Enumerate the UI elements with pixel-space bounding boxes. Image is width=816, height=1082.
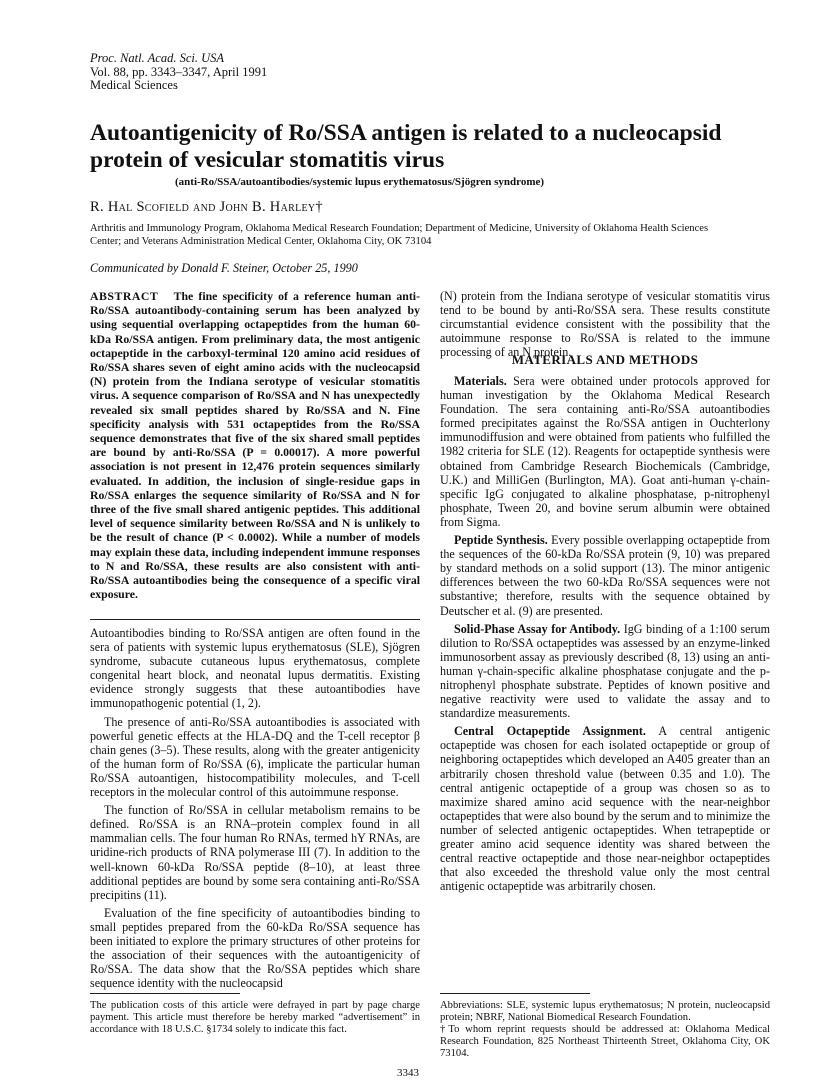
- paragraph-heading: Central Octapeptide Assignment.: [454, 724, 646, 739]
- methods-paragraph: [440, 724, 770, 893]
- methods-paragraph: [440, 374, 770, 529]
- abstract-continued: (N) protein from the Indiana serotype of vesicular stomatitis virus tend to be bound by anti-Ro/SSA sera. These results constitute circumstantial evidence consistent with the possibility that the autoimmune response to Ro/SSA is related to the immune processing of an N protein.: [440, 289, 770, 360]
- paragraph-heading: Solid-Phase Assay for Antibody.: [454, 621, 621, 636]
- abstract-divider: [90, 619, 420, 620]
- paragraph-heading: Materials.: [454, 374, 507, 388]
- paragraph-text: Every possible overlapping octapeptide from the sequences of the 60-kDa Ro/SSA protein (9, 10) was prepared by standard methods on a solid support (13). The minor antigenic differences between the two 60-kDa Ro/SSA sequences were not substantive; therefore, results with the sequence obtained by Deutscher et al. (9) are presented.: [440, 533, 771, 618]
- volume-info: Vol. 88, pp. 3343–3347, April 1991: [90, 64, 268, 79]
- section-label: Medical Sciences: [90, 78, 178, 92]
- authors: R. Hal Scofield and John B. Harley†: [90, 199, 323, 215]
- methods: [440, 374, 770, 897]
- methods-heading: MATERIALS AND METHODS: [511, 352, 699, 367]
- methods-paragraph: [440, 533, 770, 618]
- keywords: (anti-Ro/SSA/autoantibodies/systemic lupus erythematosus/Sjögren syndrome): [175, 176, 545, 188]
- methods-paragraph: [440, 622, 770, 721]
- intro-paragraph: The function of Ro/SSA in cellular metabolism remains to be defined. Ro/SSA is an RNA–protein complex found in all mammalian cells. The four human Ro RNAs, termed hY RNAs, are uridine-rich products of RNA polymerase III (7). In addition to the well-known 60-kDa Ro/SSA peptide (8–10), at least three additional peptides are bound by some sera containing anti-Ro/SSA precipitins (11).: [90, 803, 420, 902]
- paragraph-heading: Peptide Synthesis.: [454, 533, 548, 548]
- abstract-text: The fine specificity of a reference human anti-Ro/SSA autoantibody-containing serum has been analyzed by using sequential overlapping octapeptides from the human 60-kDa Ro/SSA antigen. From preliminary data, the most antigenic octapeptide in the carboxyl-terminal 120 amino acid residues of Ro/SSA shares seven of eight amino acids with the nucleocapsid (N) protein from the Indiana serotype of vesicular stomatitis virus. A sequence comparison of Ro/SSA and N has unexpectedly revealed six small peptides shared by Ro/SSA and N. Fine specificity analysis with 531 octapeptides from the Ro/SSA sequence demonstrates that five of the six shared small peptides are bound by anti-Ro/SSA (P = 0.00017). A more powerful association is not present in 12,476 protein sequences similarly evaluated. In addition, the inclusion of single-residue gaps in Ro/SSA enlarges the sequence similarity of Ro/SSA and N for three of the five small shared antigenic peptides. This additional level of sequence similarity between Ro/SSA and N is unlikely to be the result of chance (P < 0.0002). While a number of models may explain these data, including independent immune responses to N and Ro/SSA, these results are also consistent with anti-Ro/SSA autoantibodies being the consequence of a specific viral exposure.: [90, 289, 420, 602]
- affiliation: Arthritis and Immunology Program, Oklahoma Medical Research Foundation; Department of Medicine, University of Oklahoma Health Sciences Center; and Veterans Administration Medical Center, Oklahoma City, OK 73104: [90, 223, 709, 247]
- page-number: 3343: [397, 1067, 419, 1079]
- footnote-divider: [90, 993, 240, 994]
- paragraph-text: Sera were obtained under protocols approved for human investigation by the Oklahoma Medical Research Foundation. The sera containing anti-Ro/SSA autoantibodies formed precipitates against the Ro/SSA antigen in Ouchterlony immunodiffusion and were obtained from patients who fulfilled the 1982 criteria for SLE (12). Reagents for octapeptide synthesis were obtained from Cambridge Research Biochemicals (Cambridge, U.K.) and MilliGen (Burlington, MA). Goat anti-human γ-chain-specific IgG conjugated to alkaline phosphatase, p-nitrophenyl phosphate, Tween 20, and bovine serum albumin were obtained from Sigma.: [440, 374, 770, 529]
- footnotes-right: [440, 1000, 770, 1060]
- reprint-note: †To whom reprint requests should be addressed at: Oklahoma Medical Research Foundation, 825 Northeast Thirteenth Street, Oklahoma City, OK 73104.: [440, 1024, 770, 1059]
- article-title: Autoantigenicity of Ro/SSA antigen is related to a nucleocapsid protein of vesicular stomatitis virus: [90, 120, 722, 173]
- publication-cost-note: The publication costs of this article were defrayed in part by page charge payment. This article must therefore be hereby marked “advertisement” in accordance with 18 U.S.C. §1734 solely to indicate this fact.: [90, 1000, 420, 1035]
- journal-header: [90, 52, 267, 93]
- intro-paragraph: The presence of anti-Ro/SSA autoantibodies is associated with powerful genetic effects at the HLA-DQ and the T-cell receptor β chain genes (3–5). These results, along with the greater antigenicity of the human form of Ro/SSA (6), implicate the particular human Ro/SSA autoantigen, histocompatibility molecules, and T-cell receptors in the molecular control of this autoimmune response.: [90, 714, 420, 800]
- intro-paragraph: Autoantibodies binding to Ro/SSA antigen are often found in the sera of patients with systemic lupus erythematosus (SLE), Sjögren syndrome, subacute cutaneous lupus erythematosus, complete congenital heart block, and neonatal lupus dermatitis. Existing evidence strongly suggests that these autoantibodies have immunopathogenic potential (1, 2).: [90, 626, 420, 711]
- abstract: [90, 289, 420, 601]
- intro-paragraph: Evaluation of the fine specificity of autoantibodies binding to small peptides prepared from the 60-kDa Ro/SSA sequence has been initiated to explore the primary structures of other proteins for the association of their sequences with the autoantigenicity of Ro/SSA. The data show that the Ro/SSA peptides which share sequence identity with the nucleocapsid: [90, 905, 420, 991]
- journal-name: Proc. Natl. Acad. Sci. USA: [90, 51, 225, 65]
- paragraph-text: A central antigenic octapeptide was chosen for each isolated octapeptide or group of neighboring octapeptides which developed an A405 greater than an arbitrarily chosen threshold value (between 0.35 and 1.0). The central antigenic octapeptide of a group was chosen so as to maximize shared amino acid sequence with the near-neighbor octapeptides that were also bound by the serum and to minimize the number of selected antigenic octapeptides. When tetrapeptide or greater amino acid sequence identity was shared between the central reactive octapeptide and those near-neighbor octapeptides that also exceeded the threshold value only the most central antigenic octapeptide was arbitrarily chosen.: [440, 724, 770, 894]
- abbreviations: Abbreviations: SLE, systemic lupus erythematosus; N protein, nucleocapsid protein; NBRF, National Biomedical Research Foundation.: [440, 1000, 770, 1023]
- introduction: [90, 626, 420, 994]
- communicated-by: Communicated by Donald F. Steiner, October 25, 1990: [90, 261, 358, 275]
- abstract-label: ABSTRACT: [90, 289, 159, 303]
- abbrev-divider: [440, 993, 590, 994]
- paragraph-text: IgG binding of a 1:100 serum dilution to Ro/SSA octapeptides was assessed by an enzyme-linked immunosorbent assay as previously described (8, 13) using an anti-human γ-chain-specific alkaline phosphatase conjugate and the p-nitrophenyl phosphate substrate. Peptides of known positive and negative reactivity were used to validate the assay and to standardize measurements.: [440, 621, 770, 721]
